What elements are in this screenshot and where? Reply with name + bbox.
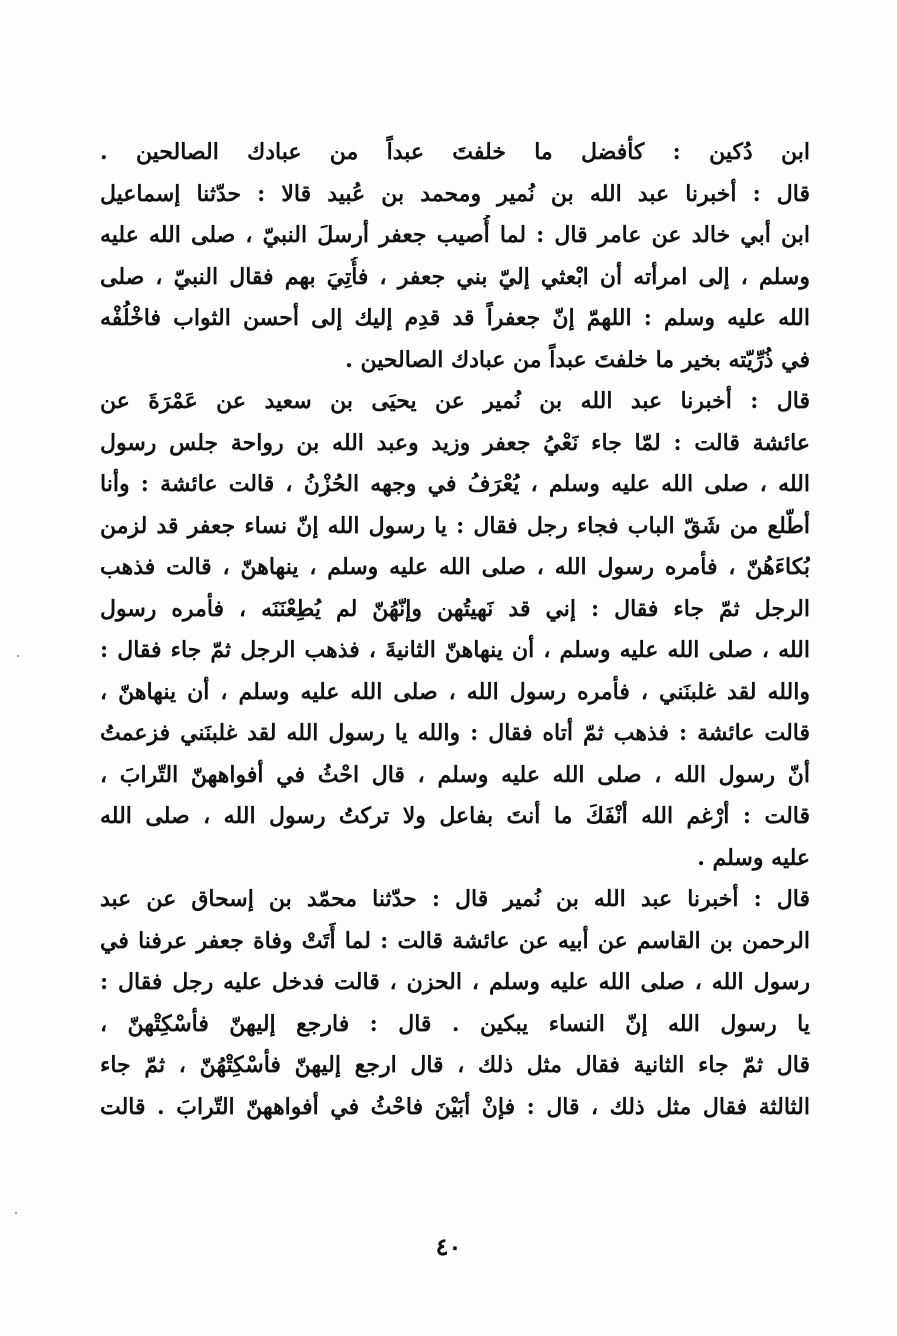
page-number: ٤٠ bbox=[435, 1232, 462, 1261]
text-line: عليه وسلم . bbox=[697, 844, 810, 871]
text-line: ابن دُكين : كأفضل ما خلفتَ عبداً من عبادك الصالحين . bbox=[100, 139, 810, 165]
text-line: في ذُرِّيّته بخير ما خلفتَ عبداً من عبادك الصالحين . bbox=[345, 346, 810, 373]
text-line: قال : أخبرنا عبد الله بن نُمير قال : حدّثنا محمّد بن إسحاق عن عبد bbox=[100, 886, 810, 912]
text-line: قالت : أرْغم الله أنْفَكَ ما أنتَ بفاعل ولا تركتُ رسول الله ، صلى الله bbox=[100, 803, 810, 829]
text-line: الرجل ثمّ جاء فقال : إني قد نَهيتُهن وإنّهُنّ لم يُطِعْنَنَه ، فأمره رسول bbox=[100, 595, 810, 622]
text-line: بُكاءَهُنّ ، فأمره رسول الله ، صلى الله عليه وسلم ، ينهاهنّ ، قالت فذهب bbox=[100, 554, 810, 580]
text-line: وسلم ، إلى امرأته أن ابْعثي إليّ بني جعفر ، فأُتِيَ بهم فقال النبيّ ، صلى bbox=[100, 263, 810, 290]
text-line: أطّلع من شَقّ الباب فجاء رجل فقال : يا رسول الله إنّ نساء جعفر قد لزمن bbox=[100, 512, 810, 539]
text-line: الثالثة فقال مثل ذلك ، قال : فإنْ أبَيْنَ فاحْثُ في أفواههنّ التّرابَ . قالت bbox=[100, 1093, 810, 1120]
text-line: قال ثمّ جاء الثانية فقال مثل ذلك ، قال ارجع إليهنّ فأسْكِتْهُنّ ، ثمّ جاء bbox=[100, 1052, 810, 1078]
text-line: قال : أخبرنا عبد الله بن نُمير ومحمد بن عُبيد قالا : حدّثنا إسماعيل bbox=[100, 180, 810, 207]
text-line: يا رسول الله إنّ النساء يبكين . قال : فارجع إليهنّ فأسْكِتْهنّ ، bbox=[100, 1010, 810, 1037]
text-line: قالت عائشة : فذهب ثمّ أتاه فقال : والله يا رسول الله لقد غلبنَني فزعمتُ bbox=[100, 720, 810, 746]
text-line: عائشة قالت : لمّا جاء نَعْيُ جعفر وزيد وعبد الله بن رواحة جلس رسول bbox=[100, 429, 810, 456]
text-line: رسول الله ، صلى الله عليه وسلم ، الحزن ، قالت فدخل عليه رجل فقال : bbox=[100, 969, 810, 995]
scan-speck bbox=[15, 1212, 17, 1214]
text-line: ابن أبي خالد عن عامر قال : لما أُصيب جعفر أرسلَ النبيّ ، صلى الله عليه bbox=[100, 222, 810, 248]
scan-speck bbox=[17, 655, 19, 657]
text-line: قال : أخبرنا عبد الله بن نُمير عن يحيَى بن سعيد عن عَمْرَةَ عن bbox=[100, 388, 810, 414]
text-line: الرحمن بن القاسم عن أبيه عن عائشة قالت : لما أَتَتْ وفاة جعفر عرفنا في bbox=[100, 927, 810, 954]
text-line: الله ، صلى الله عليه وسلم ، أن ينهاهنّ الثانيةَ ، فذهب الرجل ثمّ جاء فقال : bbox=[100, 637, 810, 663]
body-text bbox=[100, 132, 810, 1128]
text-line: الله ، صلى الله عليه وسلم ، يُعْرَفُ في وجهه الحُزْنُ ، قالت عائشة : وأنا bbox=[100, 471, 810, 497]
text-line: أنّ رسول الله ، صلى الله عليه وسلم ، قال احْثُ في أفواههنّ التّرابَ ، bbox=[100, 761, 810, 788]
text-line: الله عليه وسلم : اللهمّ إنّ جعفراً قد قدِم إليك إلى أحسن الثواب فاخْلُفْه bbox=[100, 305, 810, 331]
text-line: والله لقد غلبنَني ، فأمره رسول الله ، صلى الله عليه وسلم ، أن ينهاهنّ ، bbox=[100, 678, 810, 705]
